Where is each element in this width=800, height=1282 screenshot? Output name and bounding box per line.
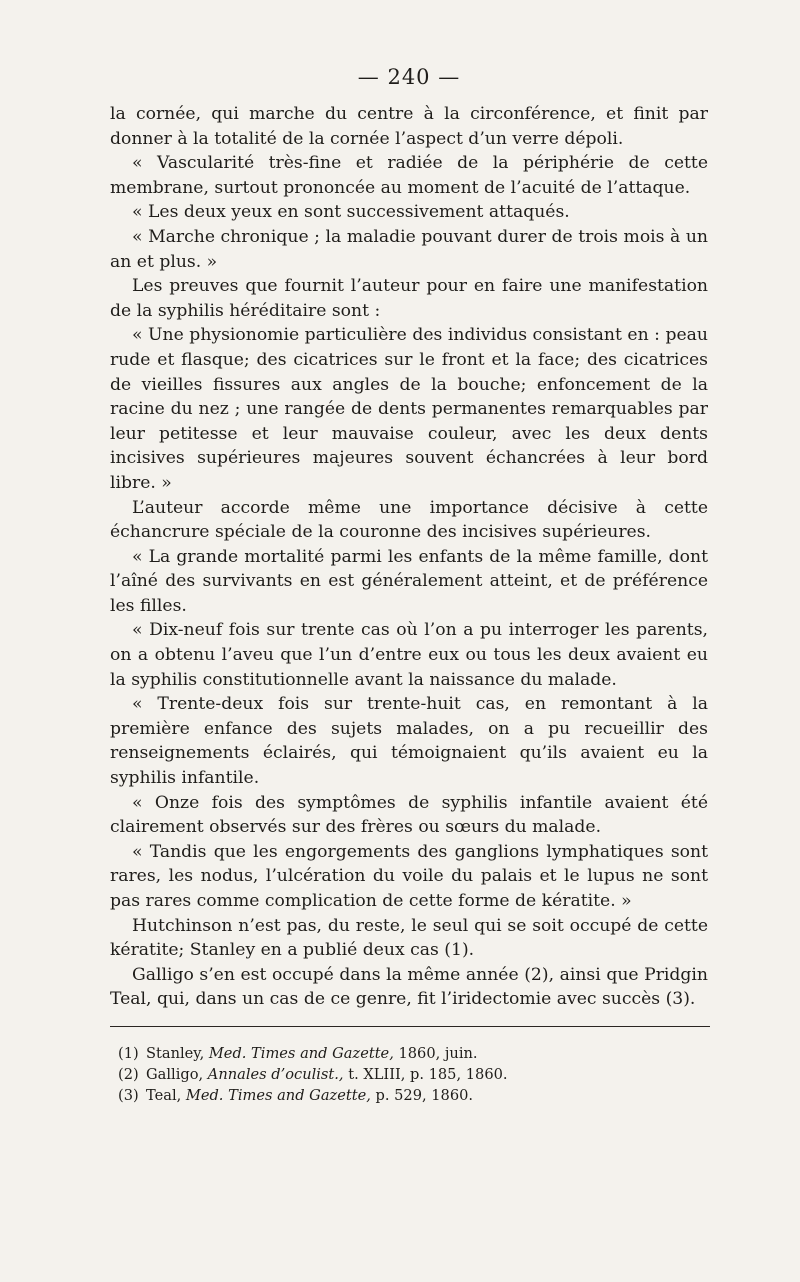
footnote-author: Galligo, bbox=[146, 1065, 204, 1083]
footnote-author: Stanley, bbox=[146, 1044, 205, 1062]
paragraph: L’auteur accorde même une importance décisive à cette échancrure spéciale de la couronne des incisives supérieures. bbox=[110, 497, 708, 543]
footnote-divider bbox=[110, 1026, 710, 1027]
footnote-details: p. 529, 1860. bbox=[370, 1086, 474, 1104]
footnote-details: t. XLIII, p. 185, 1860. bbox=[343, 1065, 508, 1083]
footnote-journal: Annales d’oculist., bbox=[207, 1065, 344, 1083]
paragraph: « Une physionomie particulière des individus consistant en : peau rude et flasque; des cicatrices sur le front et la face; des cicatrices de vieilles fissures aux angles de la bouche; enfoncement de la racine du nez ; une rangée de dents permanentes remarquables par leur petitesse et leur mauvaise couleur, avec les deux dents incisives supérieures majeures souvent échancrées à leur bord libre. » bbox=[110, 325, 708, 493]
footnote bbox=[118, 1043, 708, 1064]
footnote-text bbox=[146, 1064, 508, 1085]
footnote-number: (1) bbox=[118, 1044, 139, 1062]
footnote-number: (3) bbox=[118, 1086, 139, 1104]
paragraph: « Tandis que les engorgements des ganglions lymphatiques sont rares, les nodus, l’ulcération du voile du palais et le lupus ne sont pas rares comme complication de cette forme de kératite. » bbox=[110, 841, 708, 911]
paragraph: Galligo s’en est occupé dans la même année (2), ainsi que Pridgin Teal, qui, dans un cas de ce genre, fit l’iridectomie avec succès (3). bbox=[110, 964, 708, 1010]
paragraph: « Trente-deux fois sur trente-huit cas, en remontant à la première enfance des sujets malades, on a pu recueillir des renseignements éclairés, qui témoignaient qu’ils avaient eu la syphilis infantile. bbox=[110, 694, 708, 789]
footnote-number: (2) bbox=[118, 1065, 139, 1083]
paragraph: Hutchinson n’est pas, du reste, le seul qui se soit occupé de cette kératite; Stanley en a publié deux cas (1). bbox=[110, 915, 708, 961]
paragraph: « Dix-neuf fois sur trente cas où l’on a pu interroger les parents, on a obtenu l’aveu que l’un d’entre eux ou tous les deux avaient eu la syphilis constitutionnelle avant la naissance du malade. bbox=[110, 620, 708, 690]
paragraph: « Marche chronique ; la maladie pouvant durer de trois mois à un an et plus. » bbox=[110, 226, 708, 272]
paragraph: « La grande mortalité parmi les enfants de la même famille, dont l’aîné des survivants en est généralement atteint, et de préférence les filles. bbox=[110, 546, 708, 616]
paragraph: « Les deux yeux en sont successivement attaqués. bbox=[132, 202, 570, 223]
footnotes bbox=[110, 1043, 708, 1106]
page-number: — 240 — bbox=[357, 65, 461, 89]
paragraph: Les preuves que fournit l’auteur pour en faire une manifestation de la syphilis héréditaire sont : bbox=[110, 276, 708, 321]
body-text bbox=[110, 102, 708, 1012]
footnote-text bbox=[146, 1043, 478, 1064]
paragraph: la cornée, qui marche du centre à la circonférence, et finit par donner à la totalité de la cornée l’aspect d’un verre dépoli. bbox=[110, 104, 708, 149]
footnote bbox=[118, 1064, 708, 1085]
footnote-text bbox=[146, 1085, 473, 1106]
footnote-journal: Med. Times and Gazette, bbox=[185, 1086, 371, 1104]
paragraph: « Onze fois des symptômes de syphilis infantile avaient été clairement observés sur des frères ou sœurs du malade. bbox=[110, 792, 708, 838]
footnote-details: 1860, juin. bbox=[393, 1044, 478, 1062]
footnote-author: Teal, bbox=[146, 1086, 182, 1104]
paragraph: « Vascularité très-fine et radiée de la périphérie de cette membrane, surtout prononcée au moment de l’acuité de l’attaque. bbox=[110, 153, 708, 198]
footnote bbox=[118, 1085, 708, 1106]
footnote-journal: Med. Times and Gazette, bbox=[208, 1044, 394, 1062]
